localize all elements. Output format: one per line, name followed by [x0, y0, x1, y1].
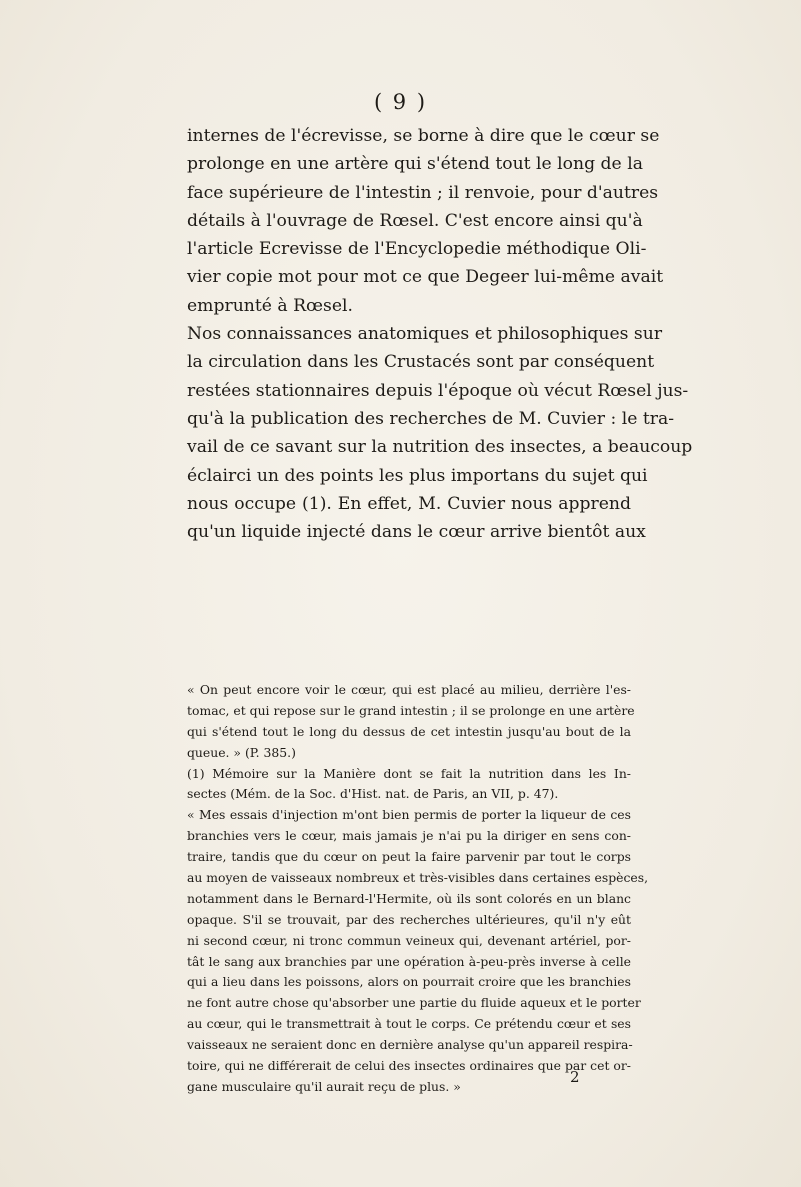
footnote-line: vaisseaux ne seraient donc en dernière analyse qu'un appareil respira-: [187, 1037, 633, 1053]
footnotes: [187, 680, 649, 1098]
main-text-line: prolonge en une artère qui s'étend tout le long de la: [187, 154, 643, 175]
main-text-line: face supérieure de l'intestin ; il renvoie, pour d'autres: [187, 182, 659, 203]
main-text-line: qu'à la publication des recherches de M. Cuvier : le tra-: [187, 408, 675, 429]
main-text-line: l'article Ecrevisse de l'Encyclopedie méthodique Oli-: [187, 239, 647, 260]
footnote-line: traire, tandis que du cœur on peut la faire parvenir par tout le corps: [187, 849, 631, 865]
footnote-line: queue. » (P. 385.): [187, 744, 296, 760]
main-text-line: emprunté à Rœsel.: [187, 295, 353, 316]
main-text-line: détails à l'ouvrage de Rœsel. C'est encore ainsi qu'à: [187, 210, 643, 231]
footnote-line: ne font autre chose qu'absorber une partie du fluide aqueux et le porter: [187, 995, 641, 1011]
page-number: ( 9 ): [373, 90, 428, 114]
footnote-line: tomac, et qui repose sur le grand intestin ; il se prolonge en une artère: [187, 702, 635, 718]
footnote-line: opaque. S'il se trouvait, par des recherches ultérieures, qu'il n'y eût: [187, 911, 631, 927]
main-text-line: vier copie mot pour mot ce que Degeer lui-même avait: [187, 267, 664, 288]
footnote-line: tât le sang aux branchies par une opération à-peu-près inverse à celle: [187, 953, 631, 969]
footnote-line: qui a lieu dans les poissons, alors on pourrait croire que les branchies: [187, 974, 631, 990]
main-text-line: vail de ce savant sur la nutrition des insectes, a beaucoup: [187, 437, 693, 458]
footnote-line: qui s'étend tout le long du dessus de cet intestin jusqu'au bout de la: [187, 723, 631, 739]
main-text-line: qu'un liquide injecté dans le cœur arrive bientôt aux: [187, 522, 646, 543]
main-text-line: restées stationnaires depuis l'époque où vécut Rœsel jus-: [187, 380, 689, 401]
main-text-line: la circulation dans les Crustacés sont par conséquent: [187, 352, 655, 373]
footnote-line: ni second cœur, ni tronc commun veineux qui, devenant artériel, por-: [187, 932, 631, 948]
main-text-line: éclairci un des points les plus importans du sujet qui: [187, 465, 648, 486]
main-text-line: Nos connaissances anatomiques et philosophiques sur: [187, 324, 663, 345]
footnote-line: sectes (Mém. de la Soc. d'Hist. nat. de Paris, an VII, p. 47).: [187, 786, 559, 802]
signature-mark: 2: [570, 1068, 580, 1086]
footnote-line: « Mes essais d'injection m'ont bien permis de porter la liqueur de ces: [187, 807, 631, 823]
footnote-line: au cœur, qui le transmettrait à tout le corps. Ce prétendu cœur et ses: [187, 1016, 631, 1032]
footnote-line: au moyen de vaisseaux nombreux et très-visibles dans certaines espèces,: [187, 870, 649, 886]
footnote-line: branchies vers le cœur, mais jamais je n'ai pu la diriger en sens con-: [187, 828, 631, 844]
main-text: [187, 122, 693, 546]
main-text-line: internes de l'écrevisse, se borne à dire que le cœur se: [187, 126, 660, 146]
footnote-line: gane musculaire qu'il aurait reçu de plus. »: [187, 1078, 461, 1094]
main-text-line: nous occupe (1). En effet, M. Cuvier nous apprend: [187, 493, 631, 514]
footnote-line: toire, qui ne différerait de celui des insectes ordinaires que par cet or-: [187, 1058, 631, 1074]
footnote-line: (1) Mémoire sur la Manière dont se fait la nutrition dans les In-: [187, 765, 631, 781]
footnote-line: notamment dans le Bernard-l'Hermite, où ils sont colorés en un blanc: [187, 890, 631, 906]
footnote-line: « On peut encore voir le cœur, qui est placé au milieu, derrière l'es-: [187, 682, 631, 697]
